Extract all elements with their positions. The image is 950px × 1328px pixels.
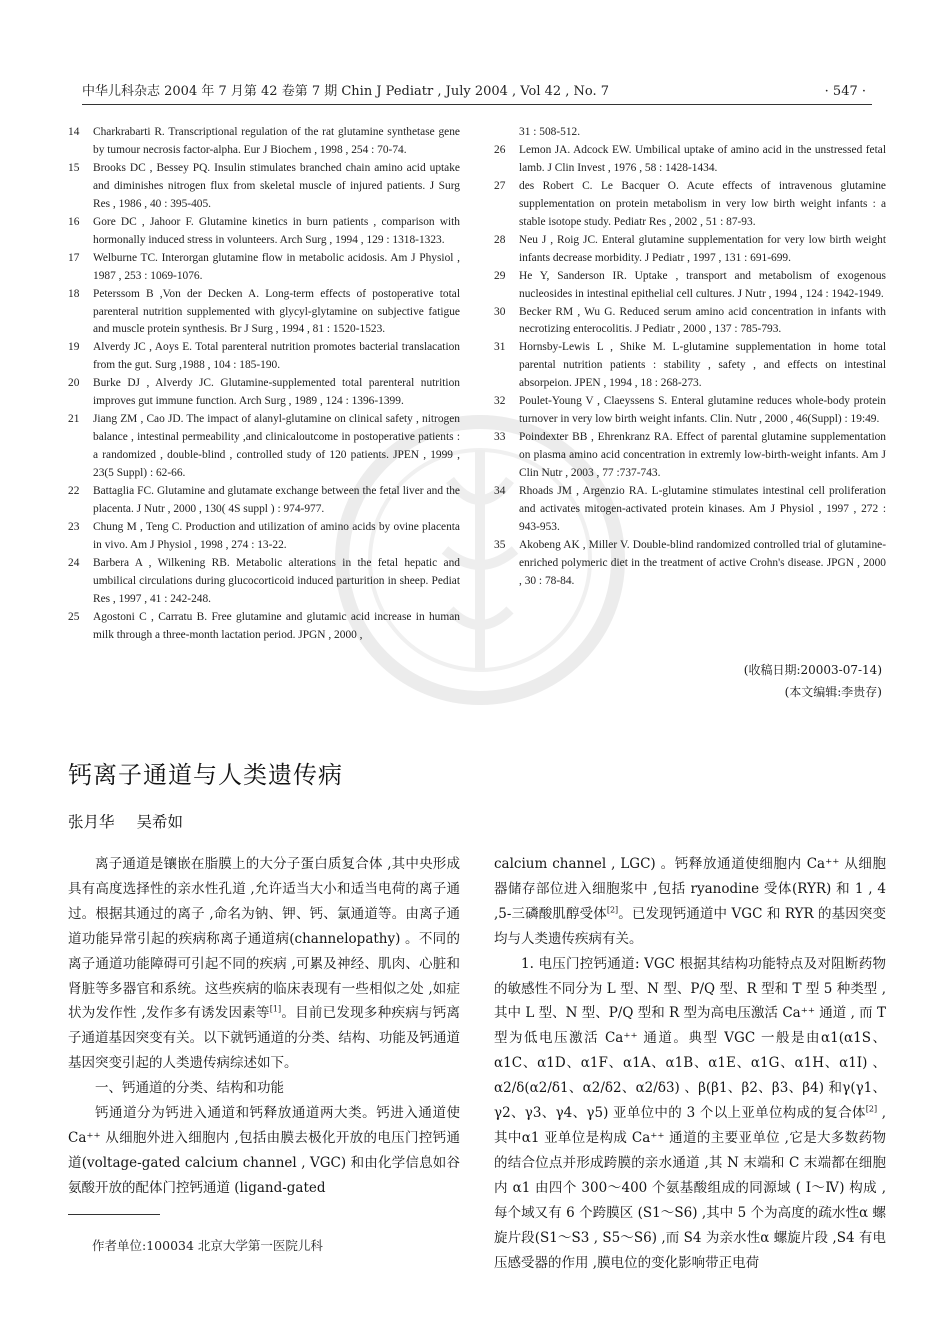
body-paragraph: calcium channel , LGC) 。钙释放通道使细胞内 Ca⁺⁺ 从细胞器储存部位进入细胞浆中 ,包括 ryanodine 受体(RYR) 和 1 , 4 ,5-三磷酸肌醇受体[2]。已发现钙通道中 VGC 和 RYR 的基因突变均与人类遗传疾病有关。 [494, 856, 886, 947]
reference-item: 23 Chung M , Teng C. Production and utilization of amino acids by ovine placenta in vivo. Am J Physiol , 1998 , 274 : 13-22. [68, 520, 460, 551]
references-right-column [494, 124, 886, 591]
reference-item: 17 Welburne TC. Interorgan glutamine flow in metabolic acidosis. Am J Physiol , 1987 , 253 : 1069-1076. [68, 251, 460, 282]
reference-item: 22 Battaglia FC. Glutamine and glutamate exchange between the fetal liver and the placenta. J Nutr , 2000 , 130( 4S suppl ) : 974-977. [68, 485, 460, 516]
body-paragraph: 1. 电压门控钙通道: VGC 根据其结构功能特点及对阻断药物的敏感性不同分为 L 型、N 型、P/Q 型、R 型和 T 型 5 种类型 ,其中 L 型、N 型、P/Q 型和 R 型为高电压激活 Ca⁺⁺ 通道 , 而 T 型为低电压激活 Ca⁺⁺ 通道。典型 VGC 一般是由α1(α1S、α1C、α1D、α1F、α1A、α1B、α1E、α1G、α1H、α1I) 、α2/δ(α2/δ1、α2/δ2、α2/δ3) 、β(β1、β2、β3、β4) 和γ(γ1、γ2、γ3、γ4、γ5) 亚单位中的 3 个以上亚单位构成的复合体[2] ,其中α1 亚单位是构成 Ca⁺⁺ 通道的主要亚单位 ,它是大多数药物的结合位点并形成跨膜的亲水通道 ,其 N 末端和 C 末端都在细胞内 α1 由四个 300～400 个氨基酸组成的同源域 ( Ⅰ～Ⅳ) 构成 ,每个域又有 6 个跨膜区 (S1～S6) ,其中 5 个为高度的疏水性α 螺旋片段(S1～S3 , S5～S6) ,而 S4 为亲水性α 螺旋片段 ,S4 有电压感受器的作用 ,膜电位的变化影响带正电荷 [494, 955, 886, 1271]
reference-item: 26 Lemon JA. Adcock EW. Umbilical uptake of amino acid in the unstressed fetal lamb. J Clin Invest , 1976 , 58 : 1428-1434. [494, 143, 886, 174]
page-number: · 547 · [824, 84, 866, 99]
body-left-column [68, 852, 460, 1201]
reference-item: 24 Barbera A , Wilkening RB. Metabolic alterations in the fetal hepatic and umbilical circulations during glucocorticoid induced parturition in sheep. Pediat Res , 1997 , 41 : 242-248. [68, 556, 460, 605]
reference-item: 18 Peterssom B ,Von der Decken A. Long-term effects of postoperative total parenteral nutrition supplemented with glycyl-glytamine on subjective fatigue and muscle protein synthesis. Br J Surg , 1994 , 81 : 1520-1523. [68, 287, 460, 336]
reference-item: 15 Brooks DC , Bessey PQ. Insulin stimulates branched chain amino acid uptake and diminishes nitrogen flux from skeletal muscle of injured patients. J Surg Res , 1986 , 40 : 395-405. [68, 161, 460, 210]
body-right-column [494, 852, 886, 1275]
reference-item: 25 Agostoni C , Carratu B. Free glutamine and glutamic acid increase in human milk through a three-month lactation period. JPGN , 2000 , [68, 610, 460, 641]
reference-item: 27 des Robert C. Le Bacquer O. Acute effects of intravenous glutamine supplementation on protein metabolism in very low birth weight infants : a stable isotope study. Pediatr Res , 2002 , 51 : 87-93. [494, 179, 886, 228]
running-head [82, 82, 872, 104]
reference-item: 29 He Y, Sanderson IR. Uptake , transport and metabolism of exogenous nucleosides in intestinal epithelial cell cultures. J Nutr , 1994 , 124 : 1942-1949. [494, 269, 886, 300]
reference-item: 31 Hornsby-Lewis L , Shike M. L-glutamine supplementation in home total parental nutrition patients : stability , safety , and effects on intestinal absorpeion. JPEN , 1994 , 18 : 268-273. [494, 341, 886, 390]
citation-marker: [2] [865, 1104, 878, 1114]
editor-credit: (本文编辑:李贵存) [784, 685, 882, 699]
references-left-column [68, 124, 460, 645]
article-title: 钙离子通道与人类遗传病 [68, 761, 343, 789]
received-date: (收稿日期:20003-07-14) [743, 663, 882, 677]
footnote-rule [68, 1214, 160, 1215]
reference-item: 33 Poindexter BB , Ehrenkranz RA. Effect of parental glutamine supplementation on plasma amino acid concentration in extremly low-birth-weight infants. Am J Clin Nutr , 2003 , 77 :737-743. [494, 431, 886, 480]
author-name: 吴希如 [136, 813, 184, 831]
section-heading: 一、钙通道的分类、结构和功能 [95, 1080, 284, 1097]
reference-item: 21 Jiang ZM , Cao JD. The impact of alanyl-glutamine on clinical safety , nitrogen balance , intestinal permeability ,and clinicaloutcome in postoperative patients : a randomized , double-blind , controlled study of 120 patients. JPEN , 1999 , 23(5 Suppl) : 62-66. [68, 413, 460, 480]
journal-citation: 中华儿科杂志 2004 年 7 月第 42 卷第 7 期 Chin J Pediatr , July 2004 , Vol 42 , No. 7 [82, 84, 610, 99]
body-paragraph: 离子通道是镶嵌在脂膜上的大分子蛋白质复合体 ,其中央形成具有高度选择性的亲水性孔道 ,允许适当大小和适当电荷的离子通过。根据其通过的离子 ,命名为钠、钾、钙、氯通道等。由离子通道功能异常引起的疾病称离子通道病(channelopathy) 。不同的离子通道功能障碍可引起不同的疾病 ,可累及神经、肌肉、心脏和肾脏等多器官和系统。这些疾病的临床表现有一些相似之处 ,如症状为发作性 ,发作多有诱发因素等[1]。目前已发现多种疾病与钙离子通道基因突变有关。以下就钙通道的分类、结构、功能及钙通道基因突变引起的人类遗传病综述如下。 [68, 856, 460, 1072]
reference-item: 19 Alverdy JC , Aoys E. Total parenteral nutrition promotes bacterial translacation from the gut. Surg ,1988 , 104 : 185-190. [68, 341, 460, 372]
reference-item: 35 Akobeng AK , Miller V. Double-blind randomized controlled trial of glutamine-enriched polymeric diet in the treatment of active Crohn's disease. JPGN , 2000 , 30 : 78-84. [494, 538, 886, 587]
author-list [68, 810, 205, 834]
reference-item: 32 Poulet-Young V , Claeyssens S. Enteral glutamine reduces whole-body protein turnover in very low birth weight infants. Clin. Nutr , 2000 , 46(Suppl) : 19:49. [494, 395, 886, 426]
reference-item: 31 : 508-512. [519, 126, 581, 138]
author-affiliation-footnote: 作者单位:100034 北京大学第一医院儿科 [92, 1238, 323, 1253]
citation-marker: [1] [269, 1004, 282, 1014]
reference-item: 28 Neu J , Roig JC. Enteral glutamine supplementation for very low birth weight infants decrease morbidity. J Pediatr , 1997 , 131 : 691-699. [494, 233, 886, 264]
reference-item: 14 Charkrabarti R. Transcriptional regulation of the rat glutamine synthetase gene by tumour necrosis factor-alpha. Eur J Biochem , 1998 , 254 : 70-74. [68, 126, 460, 156]
citation-marker: [2] [606, 905, 619, 915]
body-paragraph: 钙通道分为钙进入通道和钙释放通道两大类。钙进入通道使 Ca⁺⁺ 从细胞外进入细胞内 ,包括由膜去极化开放的电压门控钙通道(voltage-gated calcium channel , VGC) 和由化学信息如谷氨酸开放的配体门控钙通道 (ligand-gated [68, 1105, 460, 1196]
reference-item: 34 Rhoads JM , Argenzio RA. L-glutamine stimulates intestinal cell proliferation and activates mitogen-activated protein kinases. Am J Physiol , 1997 , 272 : 943-953. [494, 485, 886, 533]
header-rule [82, 104, 872, 105]
reference-item: 16 Gore DC , Jahoor F. Glutamine kinetics in burn patients , comparison with hormonally induced stress in volunteers. Arch Surg , 1994 , 129 : 1318-1323. [68, 215, 460, 246]
author-name: 张月华 [68, 813, 115, 831]
reference-item: 20 Burke DJ , Alverdy JC. Glutamine-supplemented total parenteral nutrition improves gut immune function. Arch Surg , 1989 , 124 : 1396-1399. [68, 377, 460, 408]
reference-item: 30 Becker RM , Wu G. Reduced serum amino acid concentration in infants with necrotizing enterocolitis. J Pediatr , 2000 , 137 : 785-793. [494, 305, 886, 336]
